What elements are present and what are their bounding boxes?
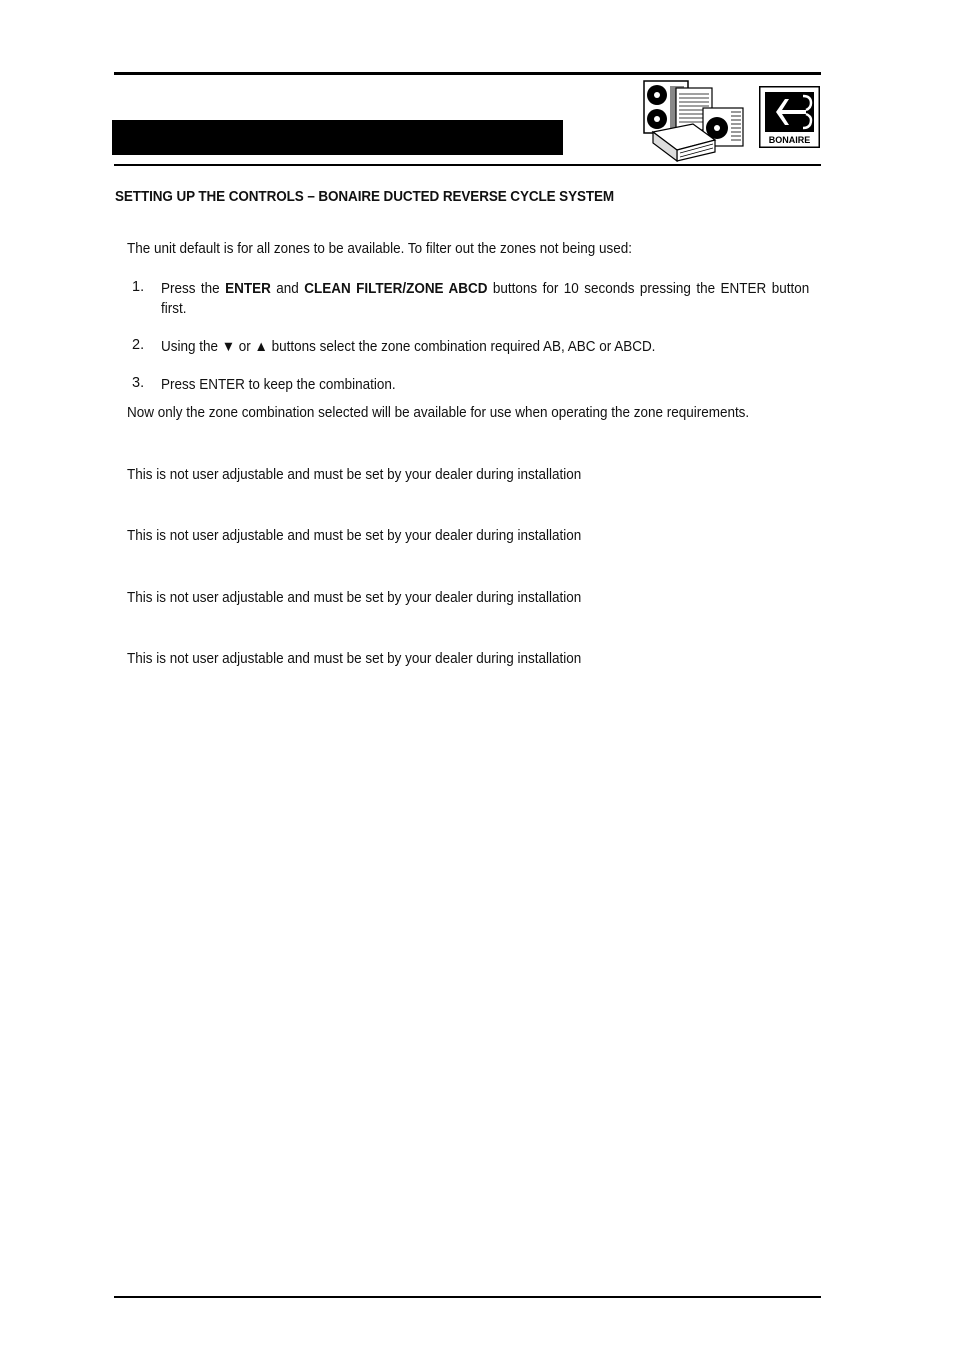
header-title-bar xyxy=(112,120,563,155)
svg-text:BONAIRE: BONAIRE xyxy=(768,135,811,145)
dealer-note: This is not user adjustable and must be set by your dealer during installation xyxy=(127,467,582,483)
air-conditioner-units-illustration xyxy=(643,80,745,162)
intro-text: The unit default is for all zones to be available. To filter out the zones not being used: xyxy=(127,241,633,257)
step-text: Press the ENTER and CLEAN FILTER/ZONE ABCD buttons for 10 seconds pressing the ENTER button first. xyxy=(161,281,810,317)
dealer-note: This is not user adjustable and must be set by your dealer during installation xyxy=(127,590,582,606)
dealer-note: This is not user adjustable and must be set by your dealer during installation xyxy=(127,651,582,667)
bonaire-logo xyxy=(759,86,820,148)
step-number: 3. xyxy=(132,375,145,391)
footer-rule xyxy=(114,1296,821,1298)
after-steps-text: Now only the zone combination selected will be available for use when operating the zone requirements. xyxy=(127,405,750,421)
header-top-rule xyxy=(114,72,821,75)
step-number: 2. xyxy=(132,337,145,353)
header-bottom-rule xyxy=(114,164,821,166)
section-heading: SETTING UP THE CONTROLS – BONAIRE DUCTED REVERSE CYCLE SYSTEM xyxy=(115,189,615,205)
step-text: Using the ▼ or ▲ buttons select the zone combination required AB, ABC or ABCD. xyxy=(161,339,656,355)
step-number: 1. xyxy=(132,279,145,295)
dealer-note: This is not user adjustable and must be set by your dealer during installation xyxy=(127,528,582,544)
step-text: Press ENTER to keep the combination. xyxy=(161,377,396,393)
